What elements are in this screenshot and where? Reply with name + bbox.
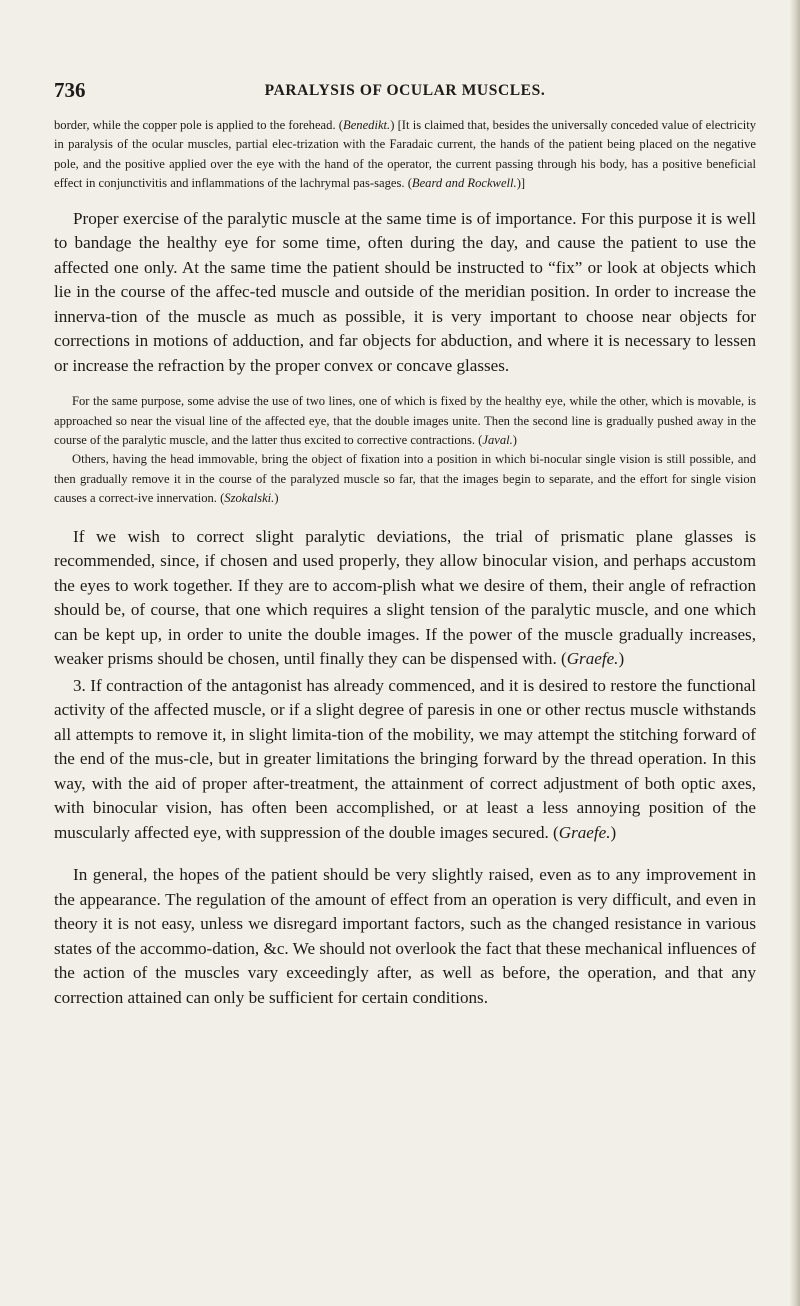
paragraph-exercise: Proper exercise of the paralytic muscle at the same time is of importance. For this purpose it is well to bandage the healthy eye for some time, often during the day, and cause the patient to use the affected one only. At the same time the patient should be instructed to “fix” or look at objects which lie in the course of the affec-ted muscle and outside of the meridian position. In order to increase the innerva-tion of the muscle as much as possible, it is very important to choose near objects for corrections in motions of adduction, and far objects for abduction, and where it is necessary to lessen or increase the refraction by the proper convex or concave glasses. — [54, 208, 756, 375]
citation-benedikt: Benedikt. — [343, 118, 391, 132]
paragraph-two-lines: For the same purpose, some advise the use of two lines, one of which is fixed by the healthy eye, while the other, which is movable, is approached so near the visual line of the affected eye, that the double images unite. Then the second line is gradually pushed away in the course of the paralytic muscle, and the latter thus excited to corrective contractions. (Javal.) — [54, 394, 756, 447]
page-number: 736 — [54, 78, 86, 102]
paragraph-antagonist-contraction: 3. If contraction of the antagonist has already commenced, and it is desired to restore the functional activity of the affected muscle, or if a slight degree of paresis in one or other rectus muscle withstands all attempts to remove it, in slight limita-tion of the mobility, we may attempt the stitching forward of the end of the mus-cle, but in greater limitations the bringing forward by the thread operation. In this way, with the aid of proper after-treatment, the attainment of correct adjustment of both optic axes, with binocular vision, has often been accomplished, or at least a less annoying position of the muscularly affected eye, with suppression of the double images secured. (Graefe.) — [54, 675, 756, 842]
paragraph-general-hopes: In general, the hopes of the patient should be very slightly raised, even as to any improvement in the appearance. The regulation of the amount of effect from an operation is very difficult, and even in theory it is not easy, unless we disregard important factors, such as the changed resistance in various states of the accommo-dation, &c. We should not overlook the fact that these mechanical influences of the action of the muscles vary exceedingly after, as well as before, the operation, and that any correction attained can only be sufficient for certain conditions. — [54, 865, 756, 1007]
citation-beard-rockwell: Beard and Rockwell. — [411, 176, 517, 191]
running-title: PARALYSIS OF OCULAR MUSCLES. — [264, 82, 546, 99]
citation-szokalski: Szokalski. — [224, 491, 275, 506]
paragraph-prismatic-glasses: If we wish to correct slight paralytic deviations, the trial of prismatic plane glasses is recommended, since, if chosen and used properly, they allow binocular vision, and perhaps accustom the eyes to work together. If they are to accom-plish what we desire of them, their angle of refraction should be, of course, that one which requires a slight tension of the paralytic muscle, and one which can be kept up, in order to unite the double images. If the power of the muscle gradually increases, weaker prisms should be chosen, until finally they can be dispensed with. (Graefe.) — [54, 526, 756, 669]
paragraph-electricity-note: border, while the copper pole is applied to the forehead. (Benedikt.) [It is claimed that, besides the universally conceded value of electricity in paralysis of the ocular muscles, partial elec-trization with the Faradaic current, the hands of the patient being placed on the negative pole, and the positive applied over the eye with the hand of the operator, the current passing through his body, has a positive beneficial effect in conjunctivitis and inflammations of the lachrymal pas-sages. (Beard and Rockwell.)] — [54, 118, 756, 191]
paragraph-head-immovable: Others, having the head immovable, bring the object of fixation into a position in which bi-nocular single vision is still possible, and then gradually remove it in the course of the paralyzed muscle so far, that the images begin to separate, and the effort for single vision causes a correct-ive innervation. (Szokalski.) — [54, 452, 756, 506]
citation-graefe-1: Graefe. — [566, 649, 619, 669]
citation-graefe-2: Graefe. — [558, 822, 611, 842]
running-header — [54, 77, 756, 103]
page-edge-shadow — [790, 0, 800, 1306]
citation-javal: Javal. — [482, 432, 513, 447]
page-body — [54, 116, 756, 1010]
